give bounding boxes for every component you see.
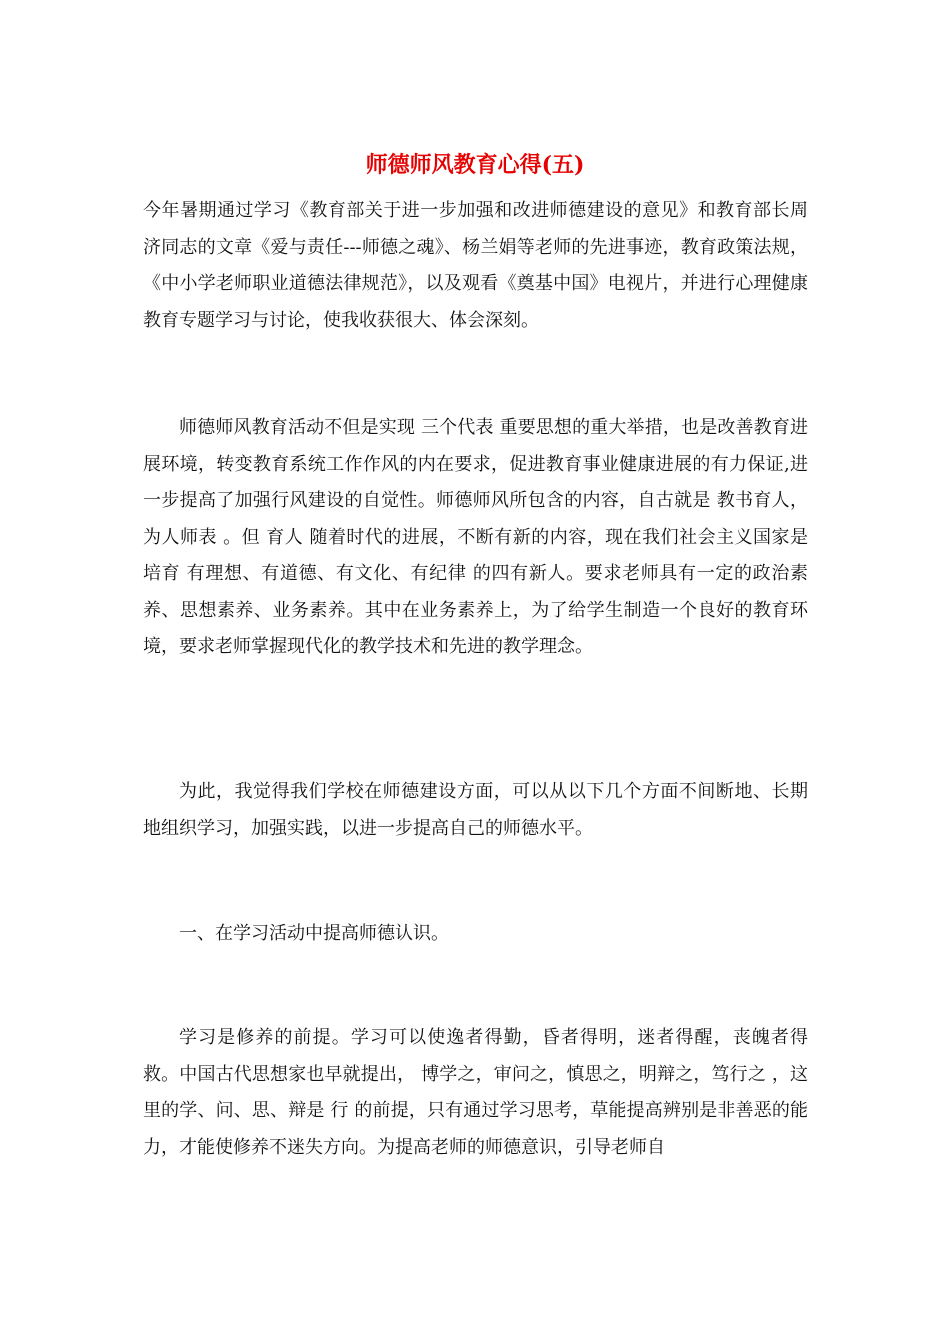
section-heading-one: 一、在学习活动中提高师德认识。 <box>179 923 449 944</box>
paragraph-intro: 今年暑期通过学习《教育部关于进一步加强和改进师德建设的意见》和教育部长周济同志的文章《爱与责任---师德之魂》、杨兰娟等老师的先进事迹，教育政策法规，《中小学老师职业道德法律规范》，以及观看《奠基中国》电视片，并进行心理健康教育专题学习与讨论，使我收获很大、体会深刻。 <box>143 200 808 331</box>
paragraph-significance: 师德师风教育活动不但是实现 三个代表 重要思想的重大举措，也是改善教育进展环境，转变教育系统工作作风的内在要求，促进教育事业健康进展的有力保证,进一步提高了加强行风建设的自觉性。师德师风所包含的内容，自古就是 教书育人，为人师表 。但 育人 随着时代的进展，不断有新的内容，现在我们社会主义国家是培育 有理想、有道德、有文化、有纪律 的四有新人。要求老师具有一定的政治素养、思想素养、业务素养。其中在业务素养上，为了给学生制造一个良好的教育环境，要求老师掌握现代化的教学技术和先进的教学理念。 <box>143 417 808 657</box>
paragraph-learning: 学习是修养的前提。学习可以使逸者得勤，昏者得明，迷者得醒，丧魄者得救。中国古代思想家也早就提出， 博学之，审问之，慎思之，明辩之，笃行之 ，这里的学、问、思、辩是 行 的前提，只有通过学习思考，草能提高辨别是非善恶的能力，才能使修养不迷失方向。为提高老师的师德意识，引导老师自 <box>143 1027 808 1158</box>
paragraph-proposal: 为此，我觉得我们学校在师德建设方面，可以从以下几个方面不间断地、长期地组织学习，加强实践，以进一步提高自己的师德水平。 <box>143 781 808 839</box>
document-title: 师德师风教育心得(五) <box>365 152 585 178</box>
